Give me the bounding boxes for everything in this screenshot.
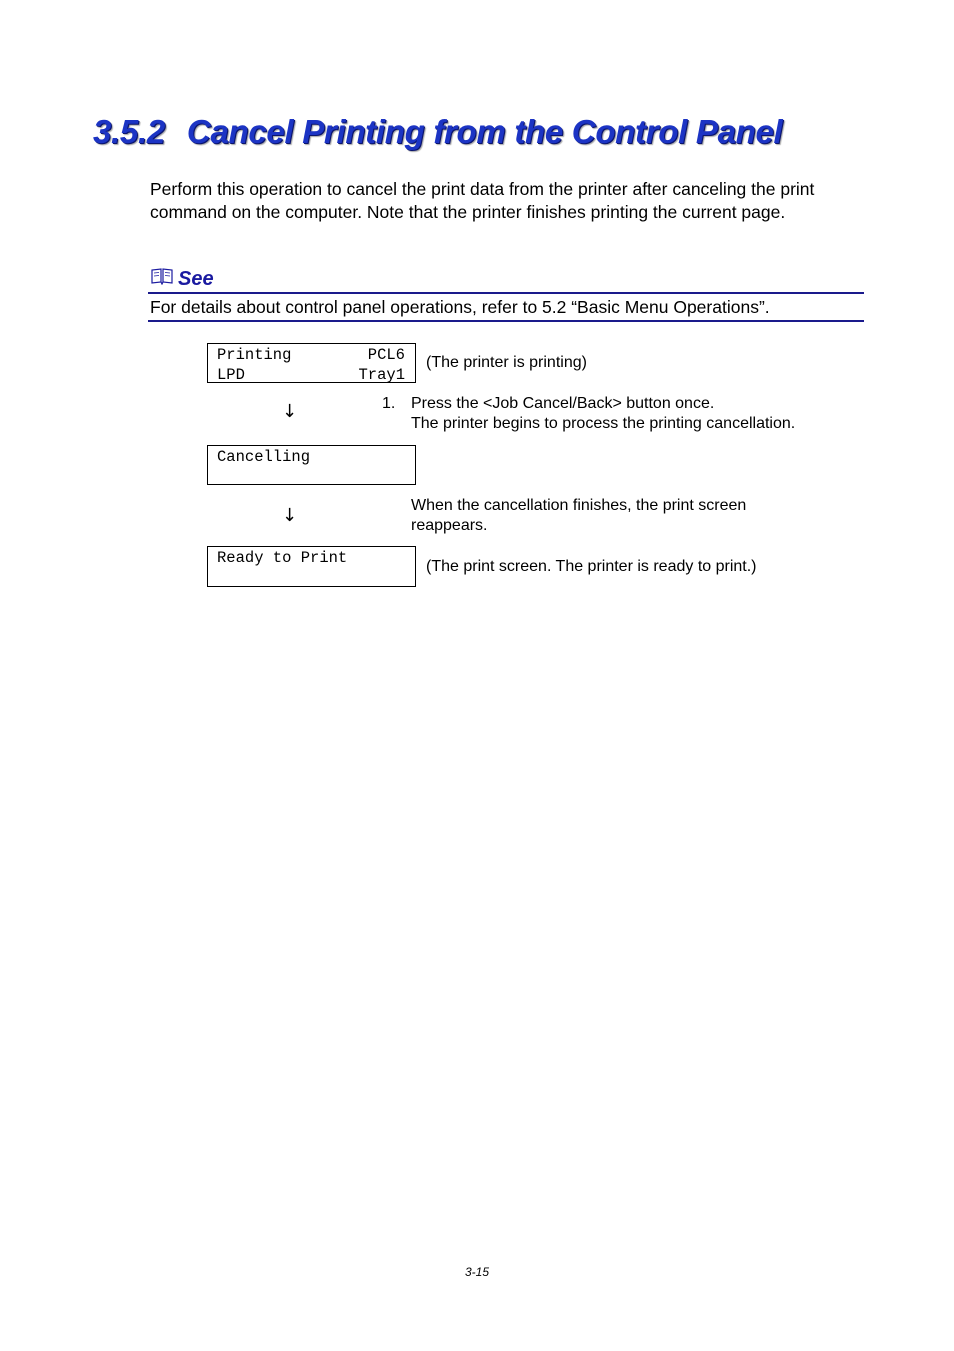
lcd-line1-right: PCL6	[367, 346, 405, 364]
lcd-line1: Cancelling	[217, 448, 311, 466]
page-number: 3-15	[464, 1265, 490, 1279]
lcd-line1: Ready to Print	[217, 549, 348, 567]
lcd-screen-printing	[207, 343, 416, 383]
down-arrow-icon: ↓	[282, 401, 298, 422]
see-reference-text: For details about control panel operations, refer to 5.2 “Basic Menu Operations”.	[150, 297, 770, 317]
finish-note	[411, 496, 746, 536]
section-title: Cancel Printing from the Control Panel	[186, 113, 783, 150]
section-heading	[93, 113, 782, 151]
section-number: 3.5.2	[93, 113, 165, 150]
lcd-line2-right: Tray1	[358, 366, 405, 384]
book-icon	[150, 267, 174, 291]
ready-note: (The print screen. The printer is ready to print.)	[426, 558, 757, 575]
lcd-line1-left: Printing	[217, 346, 292, 364]
step-line1: Press the <Job Cancel/Back> button once.	[411, 395, 715, 412]
lcd-screen-cancelling	[207, 445, 416, 485]
see-label: See	[178, 267, 214, 290]
see-rule-bottom	[148, 320, 864, 322]
lcd-line2-left: LPD	[217, 366, 245, 384]
down-arrow-icon: ↓	[282, 505, 298, 526]
intro-paragraph: Perform this operation to cancel the print data from the printer after canceling the print command on the computer. Note that the printer finishes printing the current page.	[150, 179, 815, 222]
finish-note-line2: reappears.	[411, 517, 488, 534]
see-rule-top	[148, 292, 864, 294]
step-line2: The printer begins to process the printing cancellation.	[411, 415, 796, 432]
lcd-screen-ready	[207, 546, 416, 587]
printing-note: (The printer is printing)	[426, 354, 587, 371]
finish-note-line1: When the cancellation finishes, the print screen	[411, 497, 747, 514]
step-number: 1.	[382, 395, 396, 412]
step-text	[411, 394, 795, 434]
see-header	[150, 266, 214, 292]
